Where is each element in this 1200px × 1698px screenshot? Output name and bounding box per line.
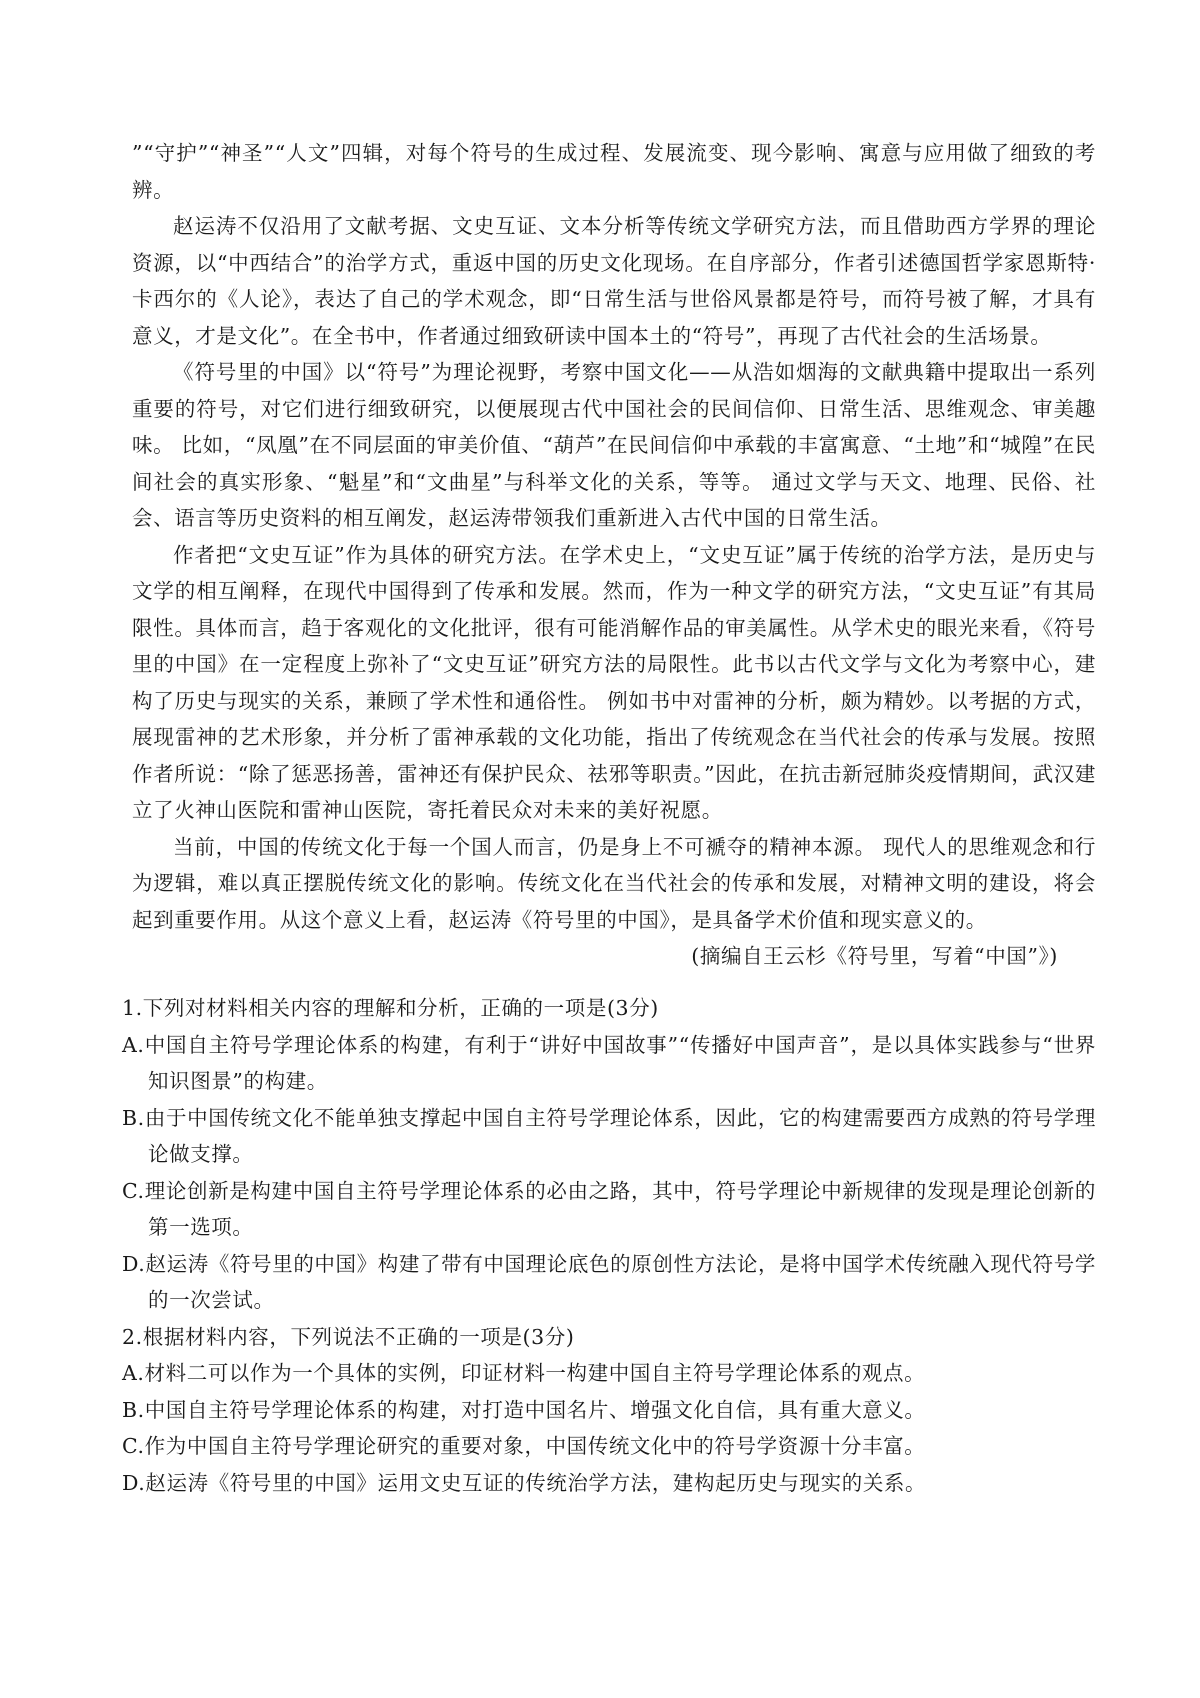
question-1 [122,990,1096,1319]
option-d: D.赵运涛《符号里的中国》构建了带有中国理论底色的原创性方法论，是将中国学术传统融入现代符号学的一次尝试。 [122,1251,1096,1312]
option-c: C.理论创新是构建中国自主符号学理论体系的必由之路，其中，符号学理论中新规律的发现是理论创新的第一选项。 [122,1178,1096,1239]
question-section [122,990,1096,1501]
passage-source: (摘编自王云杉《符号里，写着“中国”》) [691,944,1058,968]
option-b: B.中国自主符号学理论体系的构建，对打造中国名片、增强文化自信，具有重大意义。 [122,1397,926,1422]
option-c: C.作为中国自主符号学理论研究的重要对象，中国传统文化中的符号学资源十分丰富。 [122,1434,926,1458]
question-stem: 2.根据材料内容，下列说法不正确的一项是(3分) [122,1324,575,1349]
question-stem: 1.下列对材料相关内容的理解和分析，正确的一项是(3分) [122,996,659,1020]
option-a: A.中国自主符号学理论体系的构建，有利于“讲好中国故事”“传播好中国声音”，是以具体实践参与“世界知识图景”的构建。 [122,1032,1096,1093]
passage-paragraph-1: ”“守护”“神圣”“人文”四辑，对每个符号的生成过程、发展流变、现今影响、寓意与应用做了细致的考辨。 [132,141,1096,202]
reading-passage [132,135,1096,975]
option-b: B.由于中国传统文化不能单独支撑起中国自主符号学理论体系，因此，它的构建需要西方成熟的符号学理论做支撑。 [122,1105,1096,1166]
option-d: D.赵运涛《符号里的中国》运用文史互证的传统治学方法，建构起历史与现实的关系。 [122,1470,927,1495]
option-a: A.材料二可以作为一个具体的实例，印证材料一构建中国自主符号学理论体系的观点。 [122,1361,926,1385]
question-2 [122,1319,1096,1502]
passage-paragraph-2: 赵运涛不仅沿用了文献考据、文史互证、文本分析等传统文学研究方法，而且借助西方学界的理论资源，以“中西结合”的治学方式，重返中国的历史文化现场。在自序部分，作者引述德国哲学家恩斯特·卡西尔的《人论》，表达了自己的学术观念，即“日常生活与世俗风景都是符号，而符号被了解，才具有意义，才是文化”。在全书中，作者通过细致研读中国本土的“符号”，再现了古代社会的生活场景。 [132,214,1096,348]
passage-paragraph-5: 当前，中国的传统文化于每一个国人而言，仍是身上不可褫夺的精神本源。 现代人的思维观念和行为逻辑，难以真正摆脱传统文化的影响。传统文化在当代社会的传承和发展，对精神文明的建设，将会起到重要作用。从这个意义上看，赵运涛《符号里的中国》，是具备学术价值和现实意义的。 [132,834,1096,932]
passage-paragraph-4: 作者把“文史互证”作为具体的研究方法。在学术史上，“文史互证”属于传统的治学方法，是历史与文学的相互阐释，在现代中国得到了传承和发展。然而，作为一种文学的研究方法，“文史互证”有其局限性。具体而言，趋于客观化的文化批评，很有可能消解作品的审美属性。从学术史的眼光来看，《符号里的中国》在一定程度上弥补了“文史互证”研究方法的局限性。此书以古代文学与文化为考察中心，建构了历史与现实的关系，兼顾了学术性和通俗性。 例如书中对雷神的分析，颇为精妙。以考据的方式，展现雷神的艺术形象，并分析了雷神承载的文化功能，指出了传统观念在当代社会的传承与发展。按照作者所说：“除了惩恶扬善，雷神还有保护民众、祛邪等职责。”因此，在抗击新冠肺炎疫情期间，武汉建立了火神山医院和雷神山医院，寄托着民众对未来的美好祝愿。 [132,542,1096,822]
passage-paragraph-3: 《符号里的中国》以“符号”为理论视野，考察中国文化——从浩如烟海的文献典籍中提取出一系列重要的符号，对它们进行细致研究，以便展现古代中国社会的民间信仰、日常生活、思维观念、审美趣味。 比如，“凤凰”在不同层面的审美价值、“葫芦”在民间信仰中承载的丰富寓意、“土地”和“城隍”在民间社会的真实形象、“魁星”和“文曲星”与科举文化的关系，等等。 通过文学与天文、地理、民俗、社会、语言等历史资料的相互阐发，赵运涛带领我们重新进入古代中国的日常生活。 [132,360,1096,530]
